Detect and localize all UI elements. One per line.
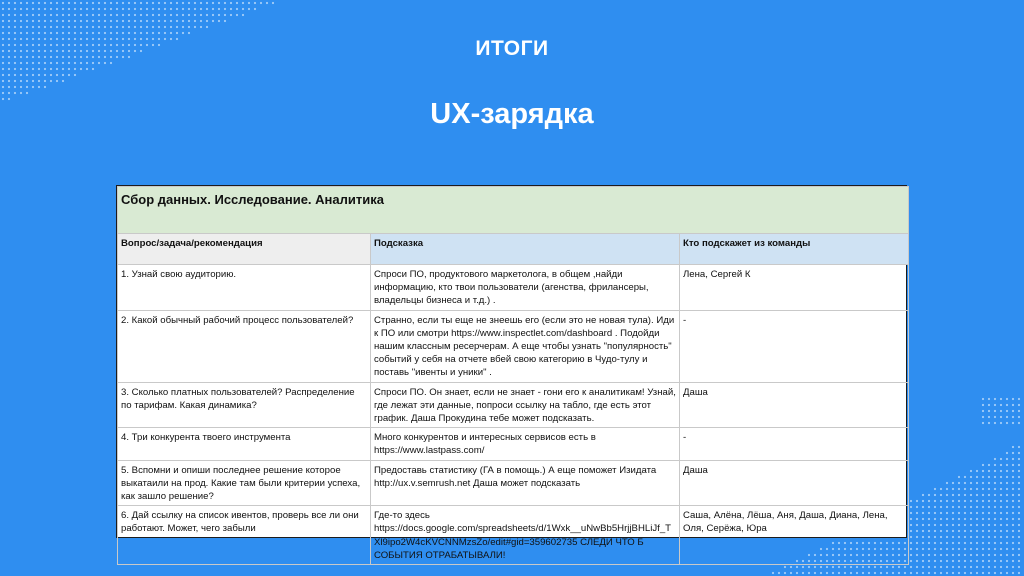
table-row [118,428,909,460]
table-row [118,265,909,311]
cell-who: Даша [680,460,909,506]
slide-kicker: ИТОГИ [475,37,549,60]
table-row [118,382,909,428]
cell-hint: Предоставь статистику (ГА в помощь.) А еще поможет Изидата http://ux.v.semrush.net Даша может подсказать [371,460,680,506]
cell-question: 5. Вспомни и опиши последнее решение которое выкатаили на прод. Какие там были критерии успеха, как зашло решение? [118,460,371,506]
header-who: Кто подскажет из команды [680,234,909,265]
cell-question: 4. Три конкурента твоего инструмента [118,428,371,460]
cell-question: 1. Узнай свою аудиторию. [118,265,371,311]
cell-who: - [680,310,909,382]
cell-question: 2. Какой обычный рабочий процесс пользователей? [118,310,371,382]
table-row [118,310,909,382]
cell-who: Саша, Алёна, Лёша, Аня, Даша, Диана, Лена, Оля, Серёжа, Юра [680,506,909,565]
table-row [118,506,909,565]
cell-question: 3. Сколько платных пользователей? Распределение по тарифам. Какая динамика? [118,382,371,428]
cell-question: 6. Дай ссылку на список ивентов, проверь все ли они работают. Может, чего забыли [118,506,371,565]
header-question: Вопрос/задача/рекомендация [118,234,371,265]
cell-hint: Спроси ПО. Он знает, если не знает - гони его к аналитикам! Узнай, где лежат эти данные, попроси ссылку на табло, где есть этот график. Даша Прокудина тебе может подсказать. [371,382,680,428]
slide-title: UX-зарядка [430,98,594,130]
cell-who: Даша [680,382,909,428]
header-row [118,234,909,265]
cell-hint: Много конкурентов и интересных сервисов есть в https://www.lastpass.com/ [371,428,680,460]
cell-who: - [680,428,909,460]
sheet-title: Сбор данных. Исследование. Аналитика [118,187,909,234]
header-hint: Подсказка [371,234,680,265]
spreadsheet-screenshot [116,185,907,561]
sheet-title-row [118,187,909,234]
research-table [117,186,909,565]
cell-hint: Странно, если ты еще не знеешь его (если это не новая тула). Иди к ПО или смотри https://www.inspectlet.com/dashboard . Подойди нашим классным ресерчерам. А еще чтобы узнать "популярность" событий у себя на отчете вбей свою категорию в Чудо-тулу и поставь "ивенты и уники" . [371,310,680,382]
table-row [118,460,909,506]
cell-who: Лена, Сергей К [680,265,909,311]
cell-hint: Спроси ПО, продуктового маркетолога, в общем ,найди информацию, кто твои пользователи (агенства, фрилансеры, владельцы бизнеса и т.д.) . [371,265,680,311]
cell-hint: Где-то здесь https://docs.google.com/spreadsheets/d/1Wxk__uNwBb5HrjjBHLiJf_TXl9ipo2W4cKVCNNMzsZo/edit#gid=359602735 СЛЕДИ ЧТО Б СОБЫТИЯ ОТРАБАТЫВАЛИ! [371,506,680,565]
